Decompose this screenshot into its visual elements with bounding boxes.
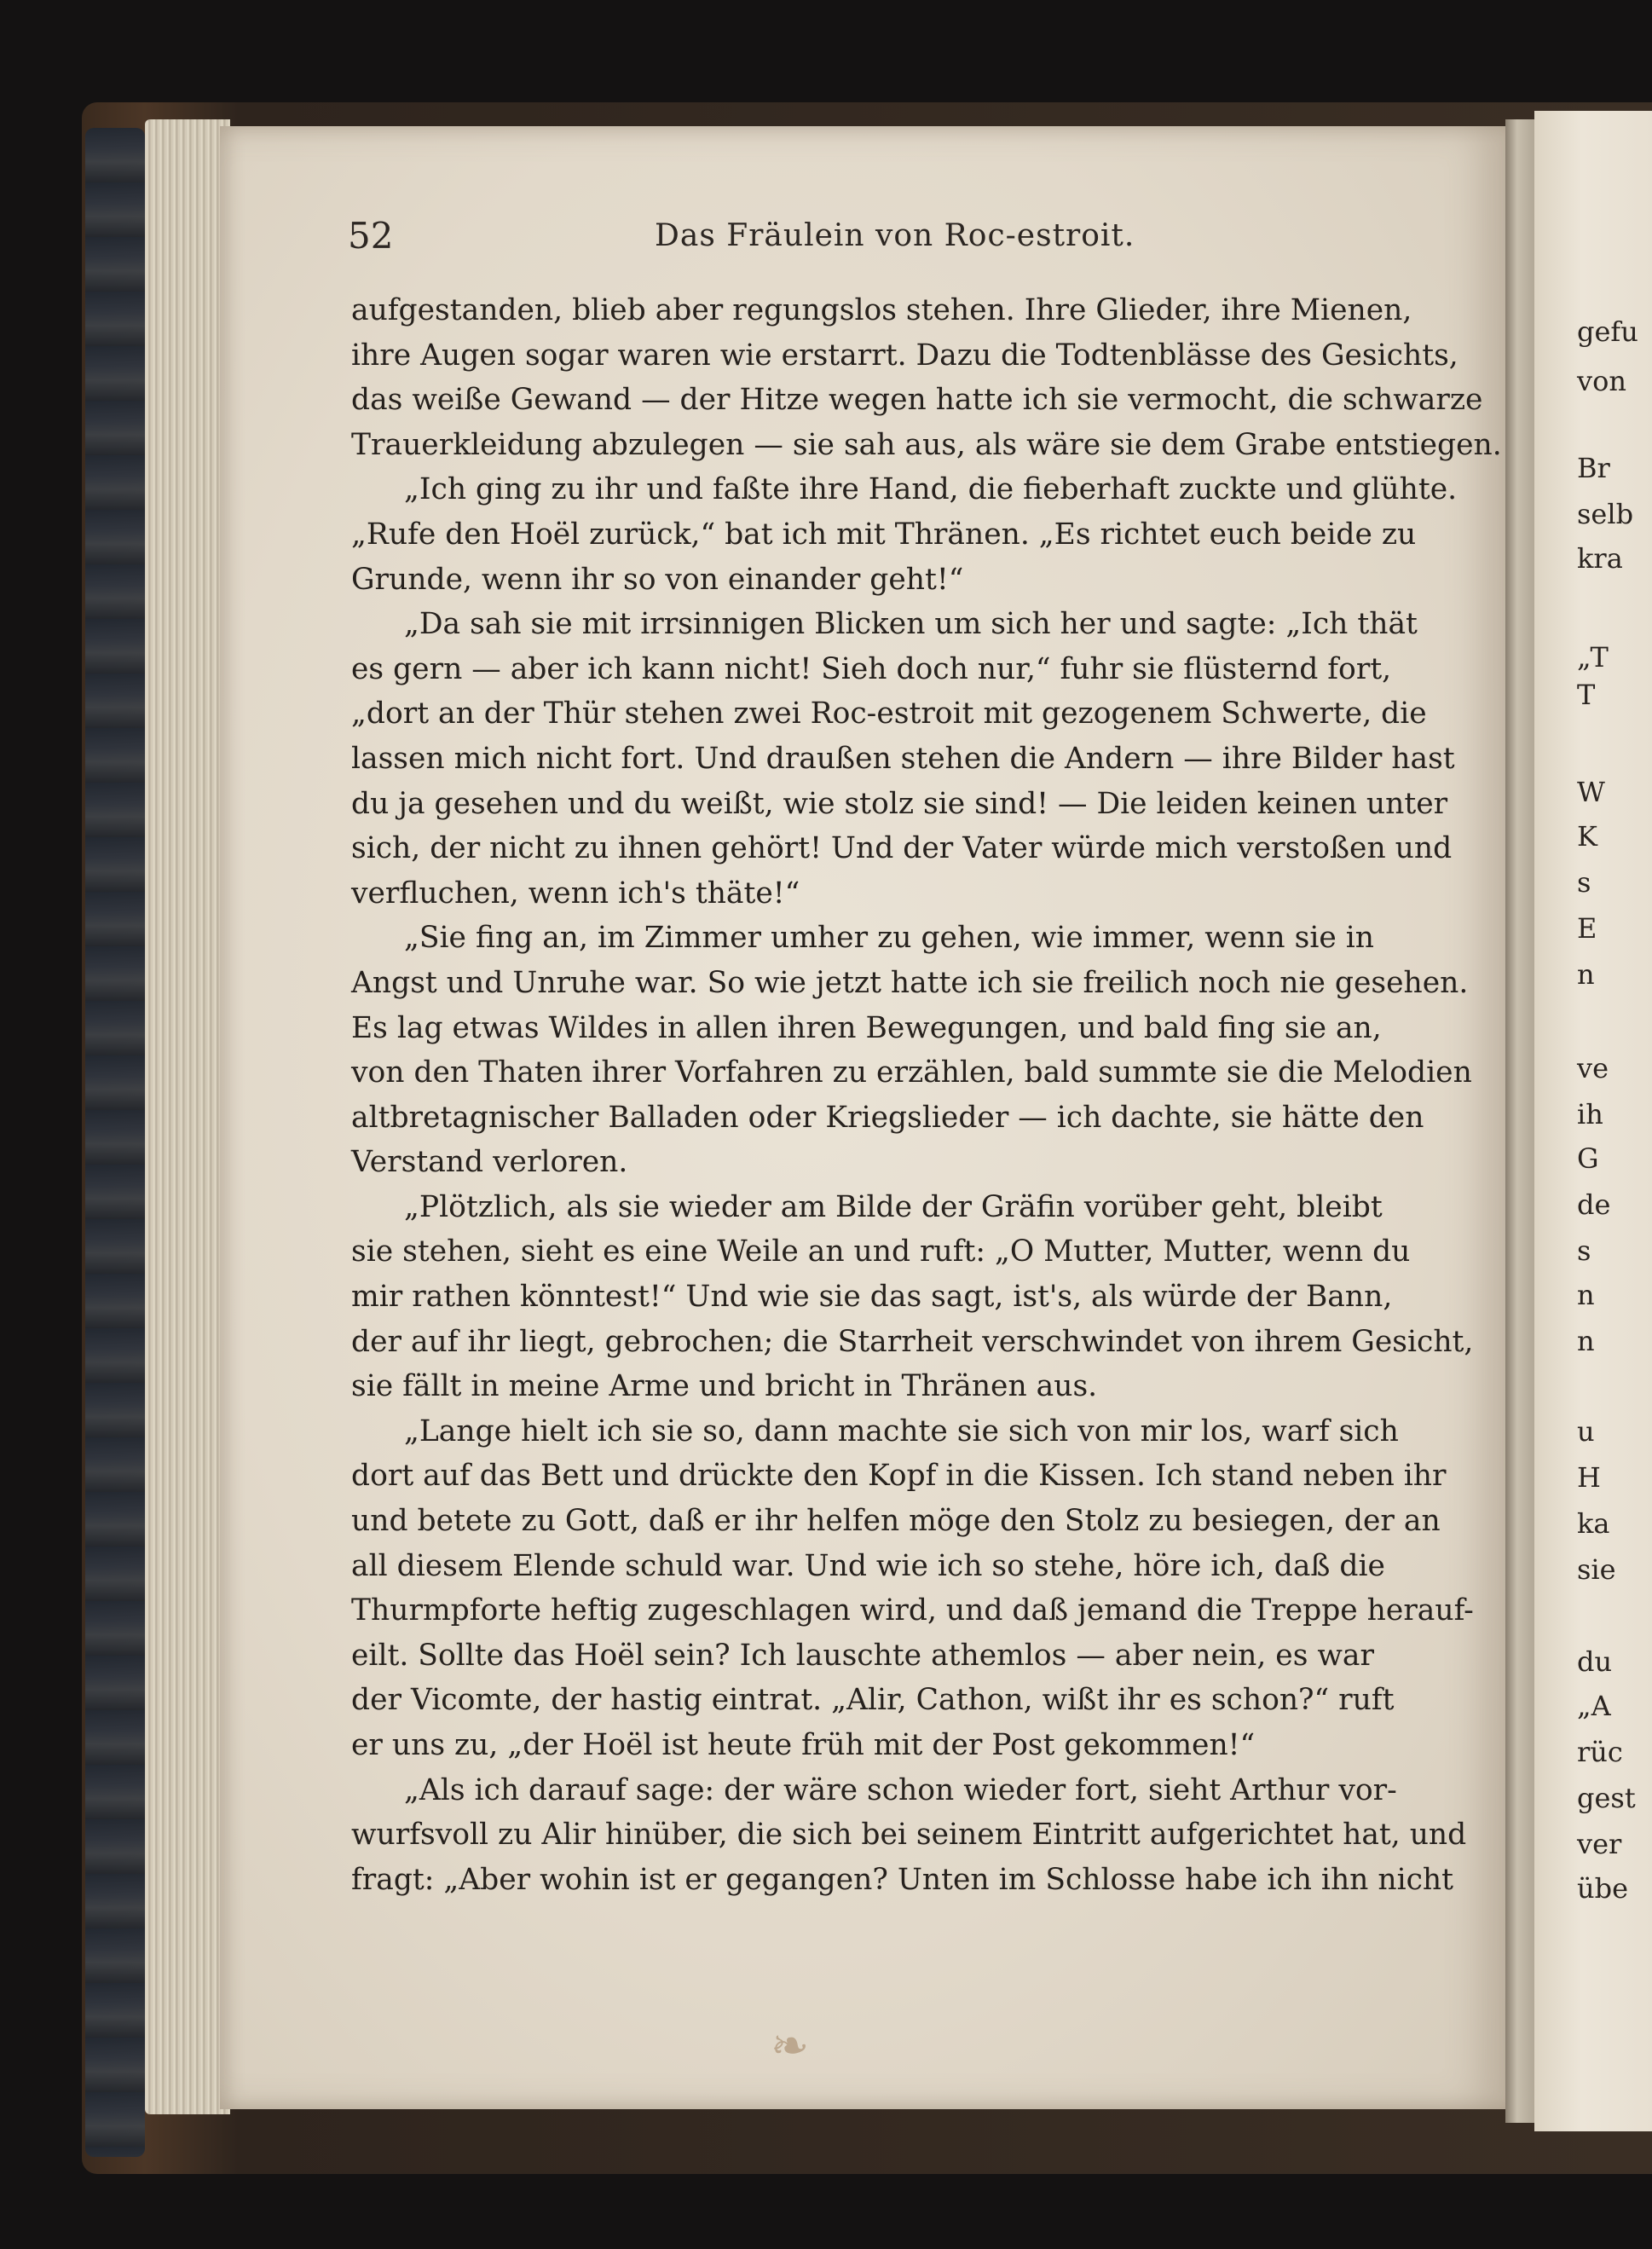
margin-fragment: E — [1577, 912, 1597, 945]
margin-fragment: ve — [1577, 1052, 1609, 1084]
margin-fragment: kra — [1577, 542, 1623, 575]
margin-fragment: n — [1577, 958, 1595, 991]
margin-fragment: H — [1577, 1461, 1601, 1494]
text-line: „Plötzlich, als sie wieder am Bilde der Gräfin vorüber geht, bleibt — [404, 1189, 1383, 1224]
margin-fragment: du — [1577, 1645, 1613, 1678]
ink-stain-icon: ❧ — [771, 2019, 810, 2073]
margin-fragment: rüc — [1577, 1736, 1623, 1768]
text-line: fragt: „Aber wohin ist er gegangen? Unten im Schlosse habe ich ihn nicht — [351, 1862, 1454, 1897]
margin-fragment: T — [1577, 679, 1596, 711]
text-line: „Als ich darauf sage: der wäre schon wieder fort, sieht Arthur vor- — [404, 1772, 1397, 1807]
book-gutter — [1505, 119, 1534, 2123]
page-header — [348, 215, 1371, 266]
margin-fragment: s — [1577, 1234, 1591, 1267]
text-line: der Vicomte, der hastig eintrat. „Alir, Cathon, wißt ihr es schon?“ ruft — [351, 1683, 1395, 1718]
text-line: Es lag etwas Wildes in allen ihren Bewegungen, und bald fing sie an, — [351, 1010, 1382, 1045]
text-line: all diesem Elende schuld war. Und wie ich so stehe, höre ich, daß die — [351, 1548, 1385, 1583]
text-line: „Lange hielt ich sie so, dann machte sie sich von mir los, warf sich — [404, 1414, 1399, 1448]
text-line: aufgestanden, blieb aber regungslos stehen. Ihre Glieder, ihre Mienen, — [351, 293, 1412, 327]
margin-fragment: n — [1577, 1279, 1595, 1311]
text-line: und betete zu Gott, daß er ihr helfen möge den Stolz zu besiegen, der an — [351, 1504, 1441, 1539]
text-line: von den Thaten ihrer Vorfahren zu erzählen, bald summte sie die Melodien — [351, 1055, 1472, 1090]
margin-fragment: gefu — [1577, 315, 1638, 348]
margin-fragment: gest — [1577, 1782, 1636, 1814]
text-line: dort auf das Bett und drückte den Kopf in die Kissen. Ich stand neben ihr — [351, 1459, 1447, 1494]
margin-fragment: selb — [1577, 498, 1634, 530]
body-text — [351, 288, 1502, 1902]
text-line: Verstand verloren. — [351, 1145, 628, 1180]
text-line: er uns zu, „der Hoël ist heute früh mit der Post gekommen!“ — [351, 1728, 1256, 1762]
text-line: du ja gesehen und du weißt, wie stolz sie sind! — Die leiden keinen unter — [351, 786, 1448, 821]
text-line: mir rathen könntest!“ Und wie sie das sagt, ist's, als würde der Bann, — [351, 1280, 1393, 1315]
running-title: Das Fräulein von Roc-estroit. — [655, 218, 1135, 253]
text-line: „Ich ging zu ihr und faßte ihre Hand, die fieberhaft zuckte und glühte. — [404, 472, 1458, 507]
text-line: Trauerkleidung abzulegen — sie sah aus, als wäre sie dem Grabe entstiegen. — [351, 427, 1502, 462]
text-line: wurfsvoll zu Alir hinüber, die sich bei seinem Eintritt aufgerichtet hat, und — [351, 1818, 1467, 1853]
text-line: sich, der nicht zu ihnen gehört! Und der Vater würde mich verstoßen und — [351, 831, 1453, 866]
margin-fragment: ih — [1577, 1098, 1603, 1130]
text-line: „Da sah sie mit irrsinnigen Blicken um sich her und sagte: „Ich thät — [404, 607, 1418, 642]
text-line: das weiße Gewand — der Hitze wegen hatte ich sie vermocht, die schwarze — [351, 383, 1483, 418]
text-line: sie fällt in meine Arme und bricht in Thränen aus. — [351, 1369, 1098, 1404]
text-line: „dort an der Thür stehen zwei Roc-estroit mit gezogenem Schwerte, die — [351, 697, 1427, 731]
text-line: lassen mich nicht fort. Und draußen stehen die Andern — ihre Bilder hast — [351, 741, 1455, 776]
margin-fragment: „T — [1577, 641, 1609, 674]
text-line: es gern — aber ich kann nicht! Sieh doch nur,“ fuhr sie flüsternd fort, — [351, 651, 1392, 686]
margin-fragment: sie — [1577, 1553, 1616, 1586]
margin-fragment: u — [1577, 1415, 1595, 1448]
text-line: Grunde, wenn ihr so von einander geht!“ — [351, 562, 964, 597]
text-line: altbretagnischer Balladen oder Kriegslieder — ich dachte, sie hätte den — [351, 1100, 1424, 1135]
page-number: 52 — [348, 215, 394, 257]
margin-fragment: de — [1577, 1188, 1611, 1221]
text-line: sie stehen, sieht es eine Weile an und ruft: „O Mutter, Mutter, wenn du — [351, 1234, 1411, 1269]
margin-fragment: ver — [1577, 1828, 1622, 1860]
text-line: Angst und Unruhe war. So wie jetzt hatte ich sie freilich noch nie gesehen. — [351, 965, 1469, 1000]
text-line: Thurmpforte heftig zugeschlagen wird, und daß jemand die Treppe herauf- — [351, 1593, 1474, 1628]
book-spine — [85, 128, 145, 2157]
margin-fragment: „A — [1577, 1690, 1611, 1722]
page-edges — [145, 119, 230, 2114]
margin-fragment: G — [1577, 1142, 1599, 1175]
text-line: „Sie fing an, im Zimmer umher zu gehen, wie immer, wenn sie in — [404, 921, 1374, 956]
text-line: „Rufe den Hoël zurück,“ bat ich mit Thränen. „Es richtet euch beide zu — [351, 517, 1417, 552]
margin-fragment: von — [1577, 365, 1626, 397]
margin-fragment: W — [1577, 776, 1605, 808]
text-line: eilt. Sollte das Hoël sein? Ich lauschte athemlos — aber nein, es war — [351, 1638, 1374, 1673]
margin-fragment: ka — [1577, 1507, 1610, 1540]
text-line: ihre Augen sogar waren wie erstarrt. Dazu die Todtenblässe des Gesichts, — [351, 338, 1458, 373]
text-line: verfluchen, wenn ich's thäte!“ — [351, 876, 800, 911]
margin-fragment: Br — [1577, 452, 1610, 484]
margin-fragment: s — [1577, 866, 1591, 899]
margin-fragment: übe — [1577, 1872, 1629, 1905]
margin-fragment: K — [1577, 820, 1597, 853]
margin-fragment: n — [1577, 1325, 1595, 1357]
text-line: der auf ihr liegt, gebrochen; die Starrheit verschwindet von ihrem Gesicht, — [351, 1324, 1474, 1359]
